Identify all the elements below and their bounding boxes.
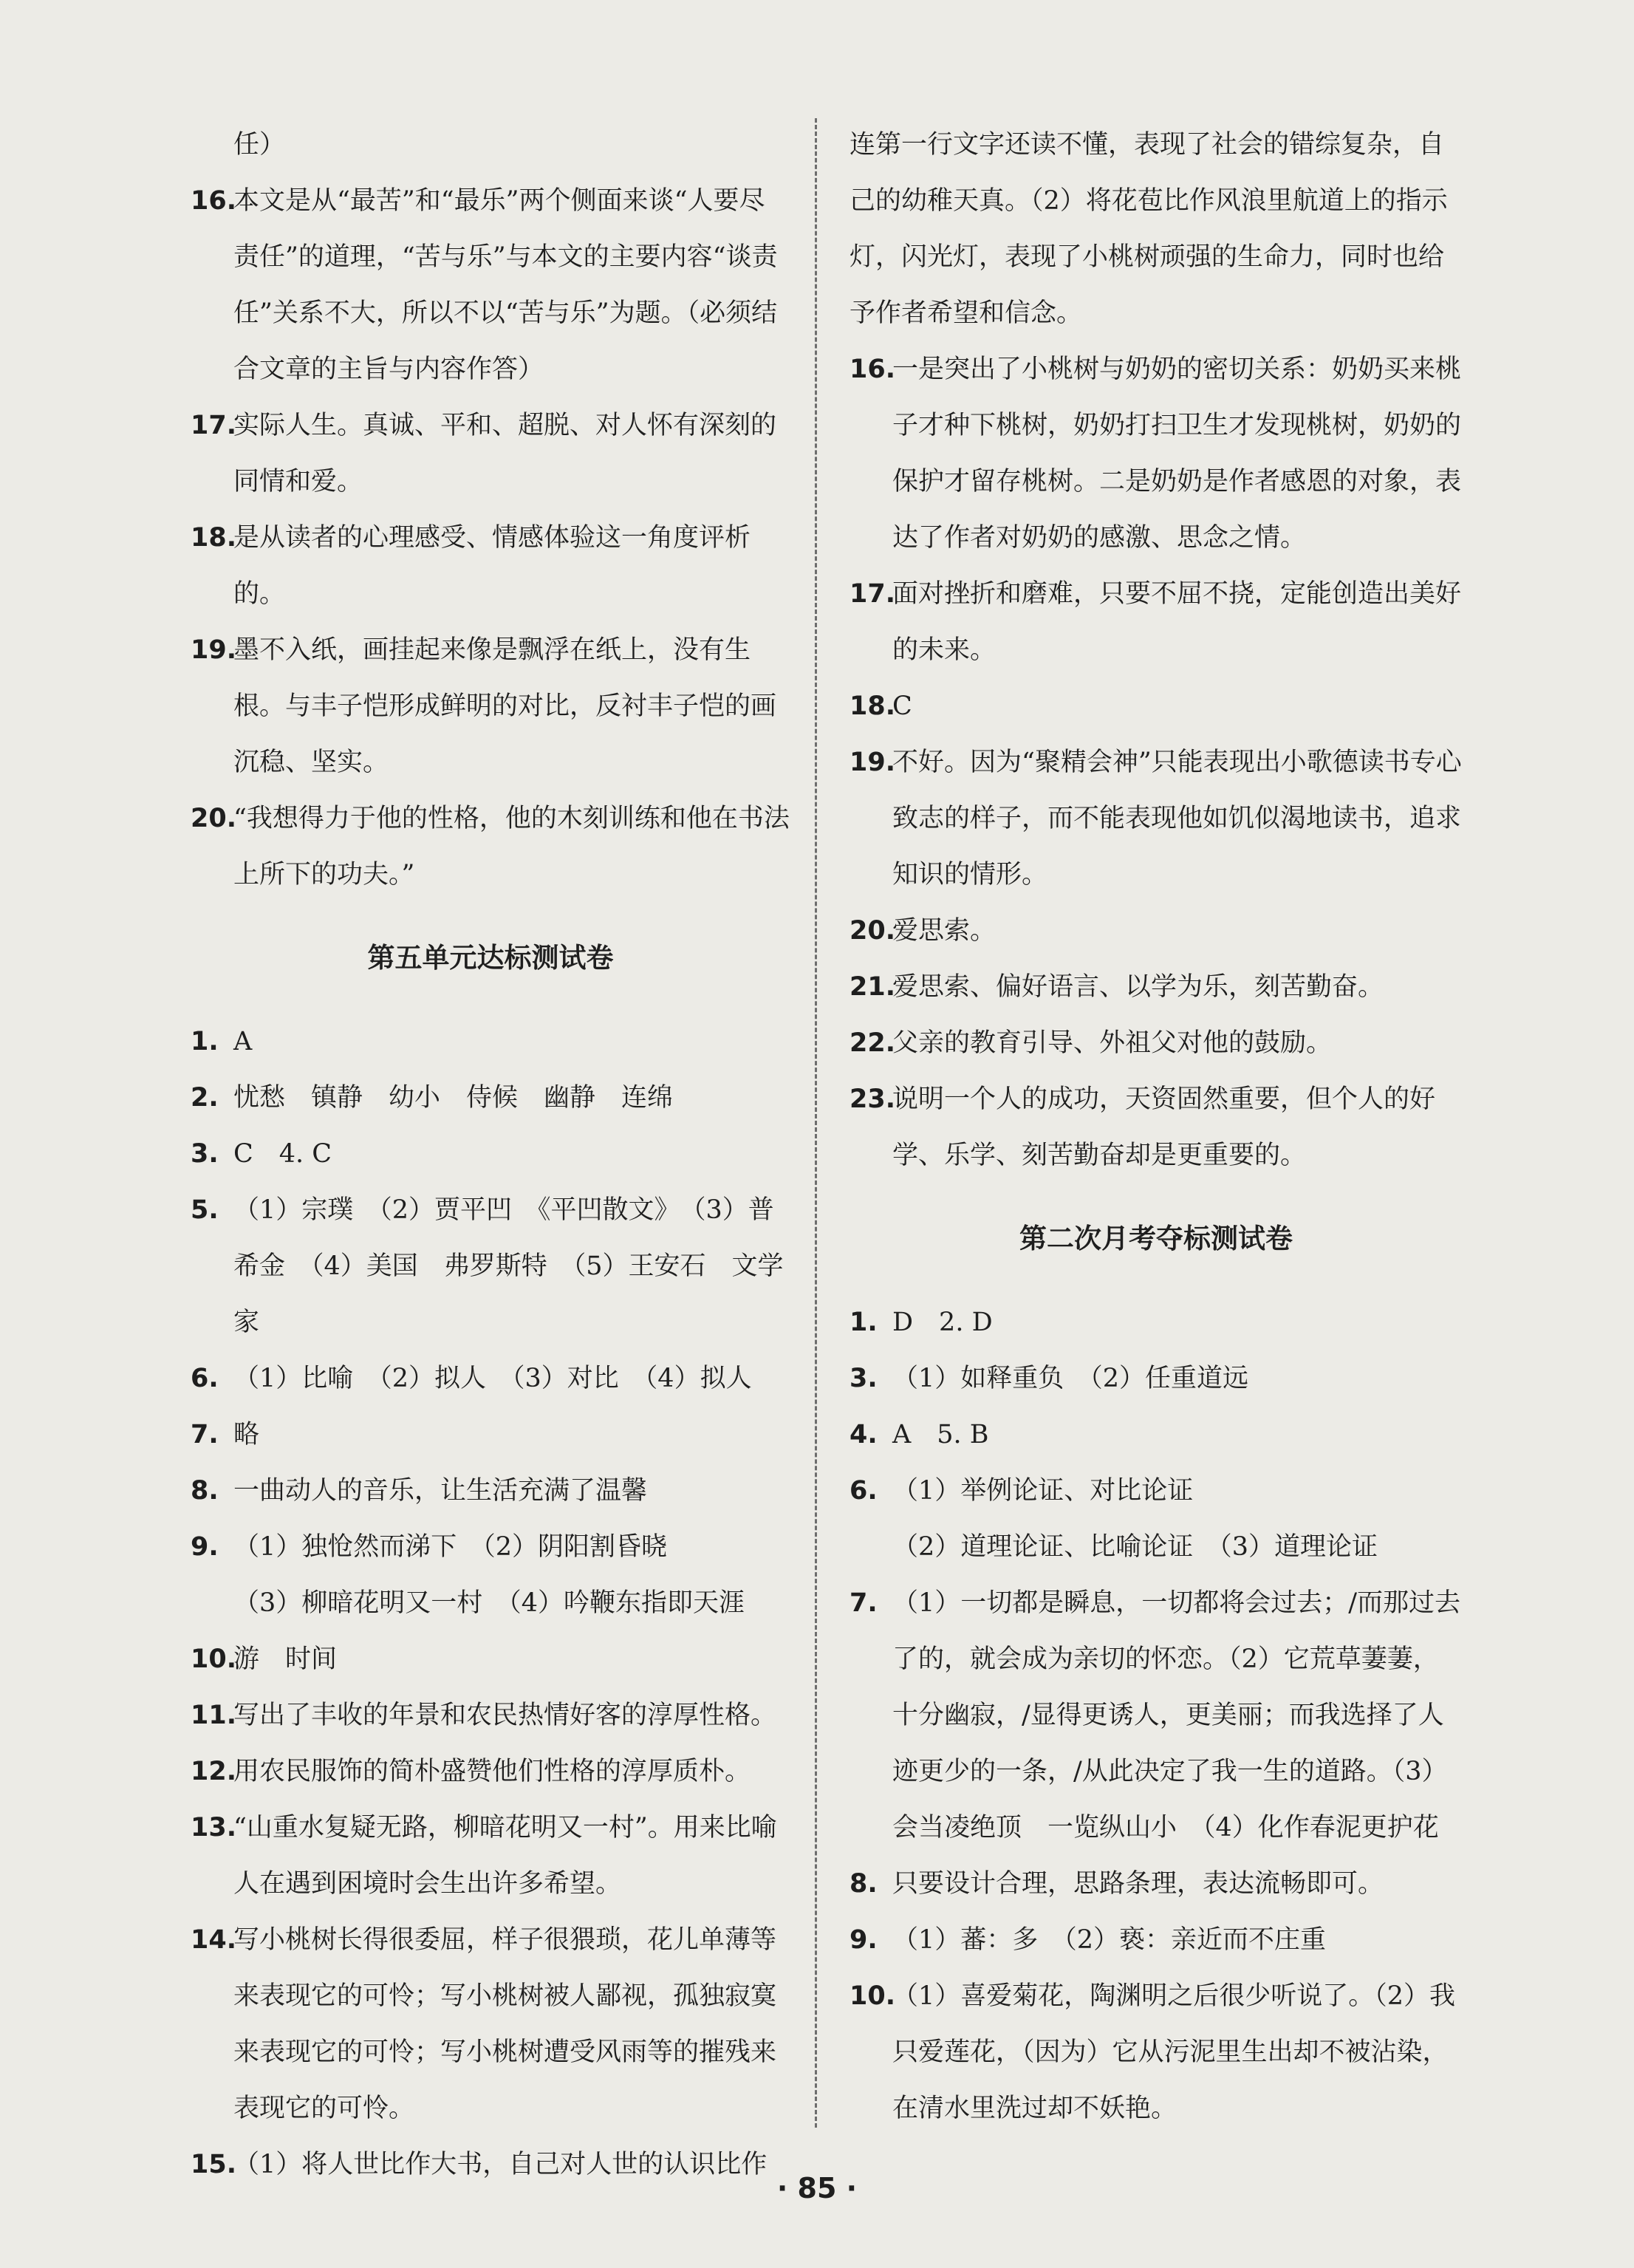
answer-item: [850, 903, 1463, 959]
answer-number: 12 .: [191, 1743, 233, 1800]
answer-item: [191, 173, 790, 397]
answer-number: 16 .: [850, 341, 892, 397]
answer-number: 23 .: [850, 1071, 892, 1127]
answer-item: [191, 790, 790, 903]
answer-item: [191, 1182, 790, 1350]
answer-text: C 4. C: [233, 1139, 332, 1169]
left-continuation: [191, 117, 790, 173]
answer-item: [850, 959, 1463, 1015]
answer-number: 17 .: [850, 566, 892, 622]
answer-text: （1）一切都是瞬息，一切都将会过去；/而那过去了的，就会成为亲切的怀恋。（2）它荒草萋萋，十分幽寂，/显得更诱人，更美丽；而我选择了人迹更少的一条，/从此决定了我一生的道路。（3）会当凌绝顶 一览纵山小 （4）化作春泥更护花: [892, 1588, 1461, 1842]
answer-text: A 5. B: [892, 1420, 989, 1449]
answer-number: 16 .: [191, 173, 233, 229]
answer-number: 10 .: [850, 1968, 892, 2024]
answer-text: 忧愁 镇静 幼小 侍候 幽静 连绵: [233, 1083, 674, 1113]
answer-item: [850, 341, 1463, 566]
answer-text: 爱思索、偏好语言、以学为乐，刻苦勤奋。: [892, 972, 1384, 1002]
answer-text: 略: [233, 1420, 260, 1449]
answer-number: 8 .: [191, 1463, 233, 1519]
answer-text: （1）将人世比作大书，自己对人世的认识比作: [233, 2150, 768, 2179]
answer-number: 6 .: [850, 1463, 892, 1519]
answer-item: [191, 397, 790, 510]
answer-item: [191, 1350, 790, 1407]
answer-item: [850, 566, 1463, 678]
answer-number: 4 .: [850, 1407, 892, 1463]
answer-item: [850, 1968, 1463, 2137]
answer-number: 17 .: [191, 397, 233, 454]
answer-item: [850, 1519, 1463, 1575]
answer-text: 面对挫折和磨难，只要不屈不挠，定能创造出美好的未来。: [892, 579, 1462, 665]
answer-text: 只要设计合理，思路条理，表达流畅即可。: [892, 1869, 1384, 1899]
answer-item: [850, 678, 1463, 734]
answer-text: （1）如释重负 （2）任重道远: [892, 1364, 1249, 1393]
answer-item: [191, 1407, 790, 1463]
answer-item: [850, 1856, 1463, 1912]
answer-number: 8 .: [850, 1856, 892, 1912]
answer-item: [191, 1575, 790, 1631]
right-continuation: [850, 117, 1463, 341]
right-answers-before: [850, 341, 1463, 1183]
answer-number: 21 .: [850, 959, 892, 1015]
answer-item: [191, 622, 790, 790]
answer-item: [191, 1912, 790, 2137]
answer-number: 1 .: [850, 1294, 892, 1350]
answer-item: [191, 1743, 790, 1800]
answer-item: [191, 1014, 790, 1070]
continuation-text: 任）: [233, 130, 286, 160]
answer-item: [850, 1294, 1463, 1350]
right-column: [850, 117, 1463, 2137]
answer-text: “我想得力于他的性格，他的木刻训练和他在书法上所下的功夫。”: [233, 804, 790, 889]
answer-number: 22 .: [850, 1015, 892, 1071]
answer-number: 7 .: [850, 1575, 892, 1631]
answer-number: 6 .: [191, 1350, 233, 1407]
answer-text: 爱思索。: [892, 916, 997, 946]
answer-text: （2）道理论证、比喻论证 （3）道理论证: [892, 1532, 1378, 1562]
section-title-monthly-test-2: 第二次月考夺标测试卷: [1019, 1223, 1293, 1254]
left-answers-after: [191, 1014, 790, 2193]
answer-text: 写小桃树长得很委屈，样子很猥琐，花儿单薄等来表现它的可怜；写小桃树被人鄙视，孤独寂寞来表现它的可怜；写小桃树遭受风雨等的摧残来表现它的可怜。: [233, 1925, 777, 2123]
answer-number: 15 .: [191, 2137, 233, 2193]
answer-item: [191, 1687, 790, 1743]
answer-text: 一曲动人的音乐，让生活充满了温馨: [233, 1476, 648, 1506]
answer-number: 3 .: [850, 1350, 892, 1407]
answer-text: 不好。因为“聚精会神”只能表现出小歌德读书专心致志的样子，而不能表现他如饥似渴地读书，追求知识的情形。: [892, 748, 1462, 889]
answer-item: [191, 1126, 790, 1182]
section-title-unit-5: 第五单元达标测试卷: [367, 942, 614, 974]
answer-item: [191, 1800, 790, 1912]
answer-text: 用农民服饰的简朴盛赞他们性格的淳厚质朴。: [233, 1757, 751, 1786]
left-answers-before: [191, 173, 790, 903]
answer-number: 19 .: [191, 622, 233, 678]
continuation-text: 连第一行文字还读不懂，表现了社会的错综复杂，自己的幼稚天真。（2）将花苞比作风浪里航道上的指示灯，闪光灯，表现了小桃树顽强的生命力，同时也给予作者希望和信念。: [850, 130, 1448, 328]
answer-text: （1）喜爱菊花，陶渊明之后很少听说了。（2）我只爱莲花，（因为）它从污泥里生出却不被沾染，在清水里洗过却不妖艳。: [892, 1981, 1456, 2123]
answer-item: [850, 1463, 1463, 1519]
answer-text: （1）举例论证、对比论证: [892, 1476, 1194, 1506]
answer-text: （1）独怆然而涕下 （2）阴阳割昏晓: [233, 1532, 668, 1562]
answer-text: 父亲的教育引导、外祖父对他的鼓励。: [892, 1028, 1333, 1058]
answer-number: 14 .: [191, 1912, 233, 1968]
answer-number: 18 .: [850, 678, 892, 734]
answer-number: 10 .: [191, 1631, 233, 1687]
answer-text: 是从读者的心理感受、情感体验这一角度评析的。: [233, 523, 751, 609]
answer-text: （1）蕃：多 （2）亵：亲近而不庄重: [892, 1925, 1327, 1955]
left-column: [191, 117, 790, 2193]
right-answers-after: [850, 1294, 1463, 2137]
answer-item: [850, 734, 1463, 903]
answer-item: [191, 510, 790, 622]
answer-text: 本文是从“最苦”和“最乐”两个侧面来谈“人要尽责任”的道理，“苦与乐”与本文的主要内容“谈责任”关系不大，所以不以“苦与乐”为题。（必须结合文章的主旨与内容作答）: [233, 186, 778, 384]
answer-number: 20 .: [191, 790, 233, 847]
answer-text: （1）比喻 （2）拟人 （3）对比 （4）拟人: [233, 1364, 752, 1393]
answer-text: “山重水复疑无路，柳暗花明又一村”。用来比喻人在遇到困境时会生出许多希望。: [233, 1813, 777, 1899]
answer-text: 实际人生。真诚、平和、超脱、对人怀有深刻的同情和爱。: [233, 411, 777, 496]
answer-number: 20 .: [850, 903, 892, 959]
answer-text: 一是突出了小桃树与奶奶的密切关系：奶奶买来桃子才种下桃树，奶奶打扫卫生才发现桃树，奶奶的保护才留存桃树。二是奶奶是作者感恩的对象，表达了作者对奶奶的感激、思念之情。: [892, 355, 1462, 553]
answer-number: 1 .: [191, 1014, 233, 1070]
answer-item: [850, 1912, 1463, 1968]
column-divider: [815, 118, 817, 2128]
answer-text: C: [892, 691, 912, 721]
answer-number: 18 .: [191, 510, 233, 566]
answer-number: 19 .: [850, 734, 892, 790]
answer-item: [191, 1519, 790, 1575]
answer-number: 9 .: [850, 1912, 892, 1968]
answer-item: [850, 1575, 1463, 1856]
answer-number: 9 .: [191, 1519, 233, 1575]
answer-number: 11 .: [191, 1687, 233, 1743]
answer-text: A: [233, 1027, 253, 1056]
answer-number: 3 .: [191, 1126, 233, 1182]
answer-number: 5 .: [191, 1182, 233, 1238]
answer-text: （3）柳暗花明又一村 （4）吟鞭东指即天涯: [233, 1588, 745, 1618]
answer-item: [850, 1350, 1463, 1407]
answer-text: 说明一个人的成功，天资固然重要，但个人的好学、乐学、刻苦勤奋却是更重要的。: [892, 1085, 1436, 1170]
answer-item: [850, 1407, 1463, 1463]
answer-number: 7 .: [191, 1407, 233, 1463]
answer-text: （1）宗璞 （2）贾平凹 《平凹散文》 （3）普希金 （4）美国 弗罗斯特 （5）王安石 文学家: [233, 1195, 784, 1337]
answer-text: 写出了丰收的年景和农民热情好客的淳厚性格。: [233, 1701, 777, 1730]
answer-text: 游 时间: [233, 1644, 338, 1674]
answer-text: 墨不入纸，画挂起来像是飘浮在纸上，没有生根。与丰子恺形成鲜明的对比，反衬丰子恺的画沉稳、坚实。: [233, 635, 777, 777]
answer-text: D 2. D: [892, 1308, 993, 1337]
answer-item: [191, 1631, 790, 1687]
answer-number: 13 .: [191, 1800, 233, 1856]
page-number: · 85 ·: [0, 2172, 1634, 2204]
answer-number: 2 .: [191, 1070, 233, 1126]
answer-item: [191, 1070, 790, 1126]
answer-item: [191, 1463, 790, 1519]
answer-item: [850, 1015, 1463, 1071]
answer-item: [850, 1071, 1463, 1183]
